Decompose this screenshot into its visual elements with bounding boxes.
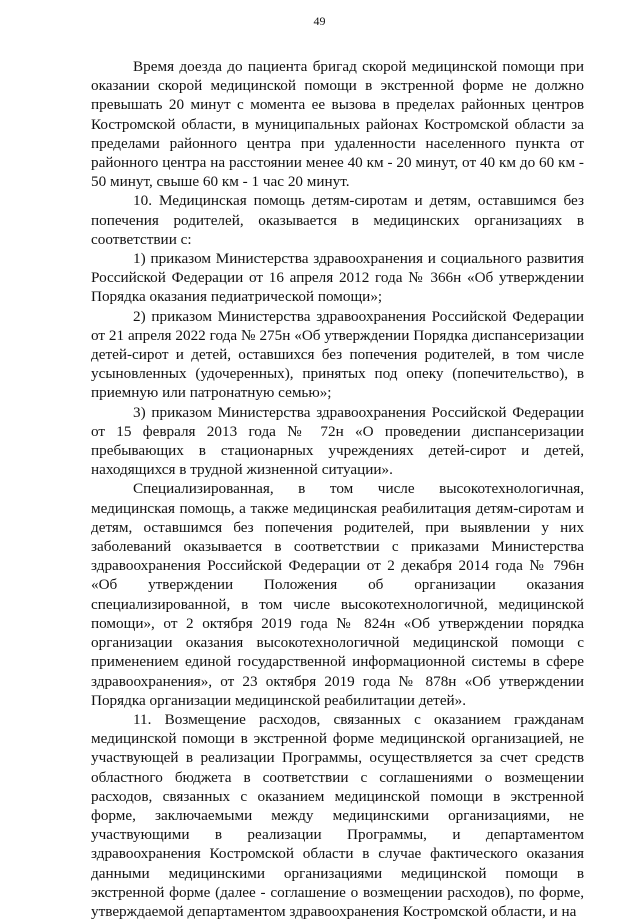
paragraph-item-11: 11. Возмещение расходов, связанных с оказанием гражданам медицинской помощи в экстренной форме медицинской организацией, не участвующей в реализации Программы, осуществляется за счет средств областного бюджета в соответствии с соглашениями о возмещении расходов, связанных с оказанием медицинской помощи в экстренной форме, заключаемыми между медицинскими организациями, не участвующими в реализации Программы, и департаментом здравоохранения Костромской области в случае фактического оказания данными медицинскими организациями медицинской помощи в экстренной форме (далее - соглашение о возмещении расходов), по форме, утверждаемой департаментом здравоохранения Костромской области, и на [91, 710, 584, 920]
paragraph-order-1: 1) приказом Министерства здравоохранения и социального развития Российской Федерации от 16 апреля 2012 года № 366н «Об утверждении Порядка оказания педиатрической помощи»; [91, 250, 584, 306]
paragraph-specialized-care: Специализированная, в том числе высокотехнологичная, медицинская помощь, а также медицинская реабилитация детям-сиротам и детям, оставшимся без попечения родителей, при выявлении у них заболеваний оказывается в соответствии с приказами Министерства здравоохранения Российской Федерации от 2 декабря 2014 года № 796н «Об утверждении Положения об организации оказания специализированной, в том числе высокотехнологичной, медицинской помощи», от 2 октября 2019 года № 824н «Об утверждении порядка организации оказания высокотехнологичной медицинской помощи с применением единой государственной информационной системы в сфере здравоохранения», от 23 октября 2019 года № 878н «Об утверждении Порядка организации медицинской реабилитации детей». [91, 480, 584, 709]
paragraph-order-3: 3) приказом Министерства здравоохранения Российской Федерации от 15 февраля 2013 года № 72н «О проведении диспансеризации пребывающих в стационарных учреждениях детей-сирот и детей, находящихся в трудной жизненной ситуации». [91, 403, 584, 479]
paragraph-order-2: 2) приказом Министерства здравоохранения Российской Федерации от 21 апреля 2022 года № 275н «Об утверждении Порядка диспансеризации детей-сирот и детей, оставшихся без попечения родителей, в том числе усыновленных (удочеренных), принятых под опеку (попечительство), в приемную или патронатную семью»; [91, 307, 584, 402]
document-body [91, 57, 584, 921]
paragraph-item-10: 10. Медицинская помощь детям-сиротам и детям, оставшимся без попечения родителей, оказывается в медицинских организациях в соответствии с: [91, 192, 584, 248]
paragraph-ambulance-arrival-time: Время доезда до пациента бригад скорой медицинской помощи при оказании скорой медицинской помощи в экстренной форме не должно превышать 20 минут с момента ее вызова в пределах районных центров Костромской области, в муниципальных районах Костромской области за пределами районного центра при удаленности населенного пункта от районного центра на расстоянии менее 40 км - 20 минут, от 40 км до 60 км - 50 минут, свыше 60 км - 1 час 20 минут. [91, 58, 584, 191]
page-number: 49 [313, 14, 326, 28]
